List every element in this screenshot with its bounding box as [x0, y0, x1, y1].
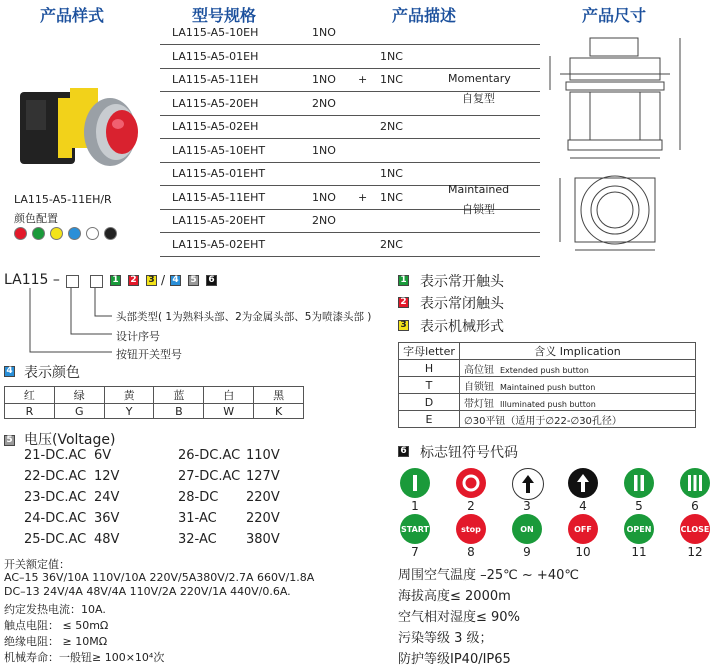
- env-humidity: 空气相对湿度≤ 90%: [398, 610, 520, 625]
- desc-momentary-cn: 自复型: [462, 92, 495, 105]
- symbol-label: OPEN: [626, 524, 652, 534]
- code-box-6: 6: [206, 275, 217, 286]
- symbol-10-icon: [568, 514, 598, 544]
- color-code: R: [5, 404, 55, 419]
- color-dot: [32, 227, 45, 240]
- ratings-heat: 约定发热电流：10A.: [4, 603, 106, 616]
- code-slash: /: [161, 273, 166, 287]
- ratings-insulation: 绝缘电阻： ≥ 10MΩ: [4, 635, 108, 648]
- voltage-av: 24V: [94, 490, 120, 505]
- letter-meaning: [460, 411, 696, 428]
- legend-text-4: 表示颜色: [24, 365, 80, 381]
- model-code: LA115-A5-02EH: [172, 120, 259, 133]
- voltage-b: 28-DC: [178, 490, 219, 505]
- model-c1: 1NO: [312, 143, 336, 157]
- symbol-11-icon: [624, 514, 654, 544]
- letter-meaning-cn: 自锁钮: [464, 381, 494, 393]
- model-code: LA115-A5-10EH: [172, 26, 259, 39]
- desc-maintained-en: Maintained: [448, 183, 510, 196]
- ratings-dc: DC–13 24V/4A 48V/4A 110V/2A 220V/1A 440V/0.6A.: [4, 585, 291, 598]
- coding-head-type: 头部类型( 1为熟料头部、2为金属头部、5为喷漆头部 ): [116, 311, 372, 323]
- voltage-a: 25-DC.AC: [24, 532, 87, 547]
- symbol-4-icon: [568, 468, 598, 498]
- model-row: [160, 21, 540, 45]
- letter-meaning-en: Maintained push button: [500, 382, 596, 392]
- coding-switch-type: 按钮开关型号: [116, 348, 182, 361]
- header-size: 产品尺寸: [582, 6, 647, 25]
- voltage-b: 32-AC: [178, 532, 217, 547]
- voltage-bv: 220V: [246, 511, 280, 526]
- symbol-number: 12: [687, 545, 703, 559]
- symbol-3-icon: [512, 468, 544, 500]
- model-c1: 2NO: [312, 214, 336, 227]
- model-code: LA115-A5-02EHT: [172, 237, 266, 251]
- letter-meaning: [460, 360, 696, 377]
- env-temp: 周围空气温度 –25℃ ~ +40℃: [398, 568, 579, 583]
- letter-row: [399, 411, 696, 428]
- header-style: 产品样式: [40, 6, 105, 25]
- model-c1: 1NO: [312, 73, 336, 86]
- legend-num-4: 4: [4, 366, 15, 377]
- color-dot: [68, 227, 81, 240]
- model-row: [160, 115, 540, 139]
- code-box-2: 2: [128, 275, 139, 286]
- legend-num-3: 3: [398, 320, 409, 331]
- color-dot: [50, 227, 63, 240]
- symbol-12-icon: [680, 514, 710, 544]
- symbol-number: 7: [411, 545, 419, 559]
- symbol-number: 10: [575, 545, 591, 559]
- color-dot: [14, 227, 27, 240]
- ratings-title: 开关额定值：: [4, 558, 70, 571]
- color-code: Y: [104, 404, 154, 419]
- desc-momentary-en: Momentary: [448, 72, 511, 85]
- code-box-5: 5: [188, 275, 199, 286]
- voltage-a: 21-DC.AC: [24, 448, 87, 463]
- ratings-life: 机械寿命：一般钮≥ 100×10⁴次: [4, 651, 165, 664]
- voltage-av: 36V: [94, 511, 120, 526]
- letter-table: [398, 342, 696, 428]
- legend-text-6: 标志钮符号代码: [420, 445, 518, 461]
- color-name: 黄: [104, 387, 154, 404]
- voltage-b: 27-DC.AC: [178, 469, 241, 484]
- model-c2: 1NC: [380, 49, 403, 63]
- model-code: LA115-A5-11EH: [172, 73, 259, 86]
- symbol-number: 4: [579, 499, 587, 513]
- voltage-bv: 127V: [246, 469, 280, 484]
- legend-num-1: 1: [398, 275, 409, 286]
- ratings-contact: 触点电阻： ≤ 50mΩ: [4, 619, 109, 632]
- dimension-drawing: [540, 28, 698, 258]
- symbol-label: ON: [520, 524, 534, 534]
- symbol-number: 3: [523, 499, 531, 513]
- code-box-4: 4: [170, 275, 181, 286]
- implication-header: 含义 Implication: [460, 343, 696, 360]
- symbol-label: CLOSE: [680, 524, 710, 534]
- symbol-9-icon: [512, 514, 542, 544]
- voltage-a: 22-DC.AC: [24, 469, 87, 484]
- color-code: B: [154, 404, 204, 419]
- product-caption: LA115-A5-11EH/R: [14, 193, 112, 206]
- color-name: 蓝: [154, 387, 204, 404]
- legend-text-5: 电压(Voltage): [24, 432, 116, 448]
- legend-text-2: 表示常闭触头: [420, 296, 504, 312]
- symbol-7-icon: [400, 514, 430, 544]
- color-code: W: [204, 404, 254, 419]
- color-code-table: [4, 386, 304, 419]
- model-row: [160, 233, 540, 257]
- symbol-2-icon: [456, 468, 486, 498]
- letter-header: 字母letter: [399, 343, 460, 360]
- voltage-a: 23-DC.AC: [24, 490, 87, 505]
- legend-num-5: 5: [4, 435, 15, 446]
- letter-meaning-cn: 带灯钮: [464, 398, 494, 410]
- model-row: [160, 45, 540, 69]
- color-config-label: 颜色配置: [14, 212, 58, 225]
- model-c2: 1NC: [380, 190, 403, 204]
- env-pollution: 污染等级 3 级；: [398, 631, 493, 646]
- letter-code: T: [399, 377, 460, 394]
- legend-num-6: 6: [398, 446, 409, 457]
- symbol-number: 1: [411, 499, 419, 513]
- legend-text-3: 表示机械形式: [420, 319, 504, 335]
- header-model: 型号规格: [192, 6, 257, 25]
- symbol-number: 9: [523, 545, 531, 559]
- symbol-number: 6: [691, 499, 699, 513]
- color-name: 白: [204, 387, 254, 404]
- letter-meaning-en: Illuminated push button: [500, 399, 596, 409]
- coding-leader-lines: [0, 286, 120, 358]
- model-code: LA115-A5-20EHT: [172, 214, 266, 227]
- model-c2: 1NC: [380, 167, 403, 180]
- model-c1: 1NO: [312, 26, 336, 39]
- letter-meaning: [460, 394, 696, 411]
- letter-meaning-cn: 高位钮: [464, 364, 494, 376]
- voltage-b: 26-DC.AC: [178, 448, 241, 463]
- voltage-av: 48V: [94, 532, 120, 547]
- model-code: LA115-A5-20EH: [172, 96, 259, 110]
- model-code: LA115-A5-10EHT: [172, 143, 266, 157]
- model-c1: 2NO: [312, 96, 336, 110]
- letter-code: E: [399, 411, 460, 428]
- voltage-av: 12V: [94, 469, 120, 484]
- letter-meaning-cn: ∅30平钮（适用于∅22-∅30孔径）: [464, 415, 622, 427]
- symbol-label: START: [400, 524, 430, 534]
- model-plus: +: [358, 190, 368, 204]
- letter-meaning: [460, 377, 696, 394]
- letter-row: [399, 377, 696, 394]
- letter-row: [399, 360, 696, 377]
- legend-num-2: 2: [398, 297, 409, 308]
- model-plus: +: [358, 73, 368, 86]
- color-code: G: [54, 404, 104, 419]
- model-code: LA115-A5-11EHT: [172, 190, 266, 204]
- color-dot: [104, 227, 117, 240]
- symbol-1-icon: [400, 468, 430, 498]
- letter-code: D: [399, 394, 460, 411]
- model-row: [160, 139, 540, 163]
- voltage-bv: 110V: [246, 448, 280, 463]
- model-c1: 1NO: [312, 190, 336, 204]
- letter-row: [399, 394, 696, 411]
- symbol-number: 11: [631, 545, 647, 559]
- letter-code: H: [399, 360, 460, 377]
- env-altitude: 海拔高度≤ 2000m: [398, 589, 511, 604]
- coding-design-no: 设计序号: [116, 330, 160, 343]
- color-name: 黑: [254, 387, 304, 404]
- code-box-3: 3: [146, 275, 157, 286]
- model-code: LA115-A5-01EH: [172, 49, 259, 63]
- voltage-b: 31-AC: [178, 511, 217, 526]
- color-name: 绿: [54, 387, 104, 404]
- symbol-label: stop: [461, 524, 481, 534]
- symbol-number: 8: [467, 545, 475, 559]
- model-c2: 2NC: [380, 237, 403, 251]
- model-code: LA115-A5-01EHT: [172, 167, 266, 180]
- symbol-number: 5: [635, 499, 643, 513]
- letter-meaning-en: Extended push button: [500, 365, 589, 375]
- voltage-av: 6V: [94, 448, 112, 463]
- voltage-bv: 380V: [246, 532, 280, 547]
- desc-maintained-cn: 自锁型: [462, 203, 495, 216]
- header-desc: 产品描述: [392, 6, 457, 25]
- color-dot: [86, 227, 99, 240]
- symbol-number: 2: [467, 499, 475, 513]
- symbol-5-icon: [624, 468, 654, 498]
- symbol-label: OFF: [574, 524, 592, 534]
- symbol-8-icon: [456, 514, 486, 544]
- model-c2: 2NC: [380, 120, 403, 133]
- symbol-6-icon: [680, 468, 710, 498]
- voltage-bv: 220V: [246, 490, 280, 505]
- legend-text-1: 表示常开触头: [420, 274, 504, 290]
- product-image: [10, 80, 150, 190]
- color-name: 红: [5, 387, 55, 404]
- code-box-1: 1: [110, 275, 121, 286]
- ratings-ac: AC–15 36V/10A 110V/10A 220V/5A380V/2.7A 660V/1.8A: [4, 571, 315, 584]
- color-code: K: [254, 404, 304, 419]
- model-c2: 1NC: [380, 73, 403, 86]
- env-ip: 防护等级IP40/IP65: [398, 652, 511, 667]
- voltage-a: 24-DC.AC: [24, 511, 87, 526]
- coding-prefix: LA115 –: [4, 272, 60, 288]
